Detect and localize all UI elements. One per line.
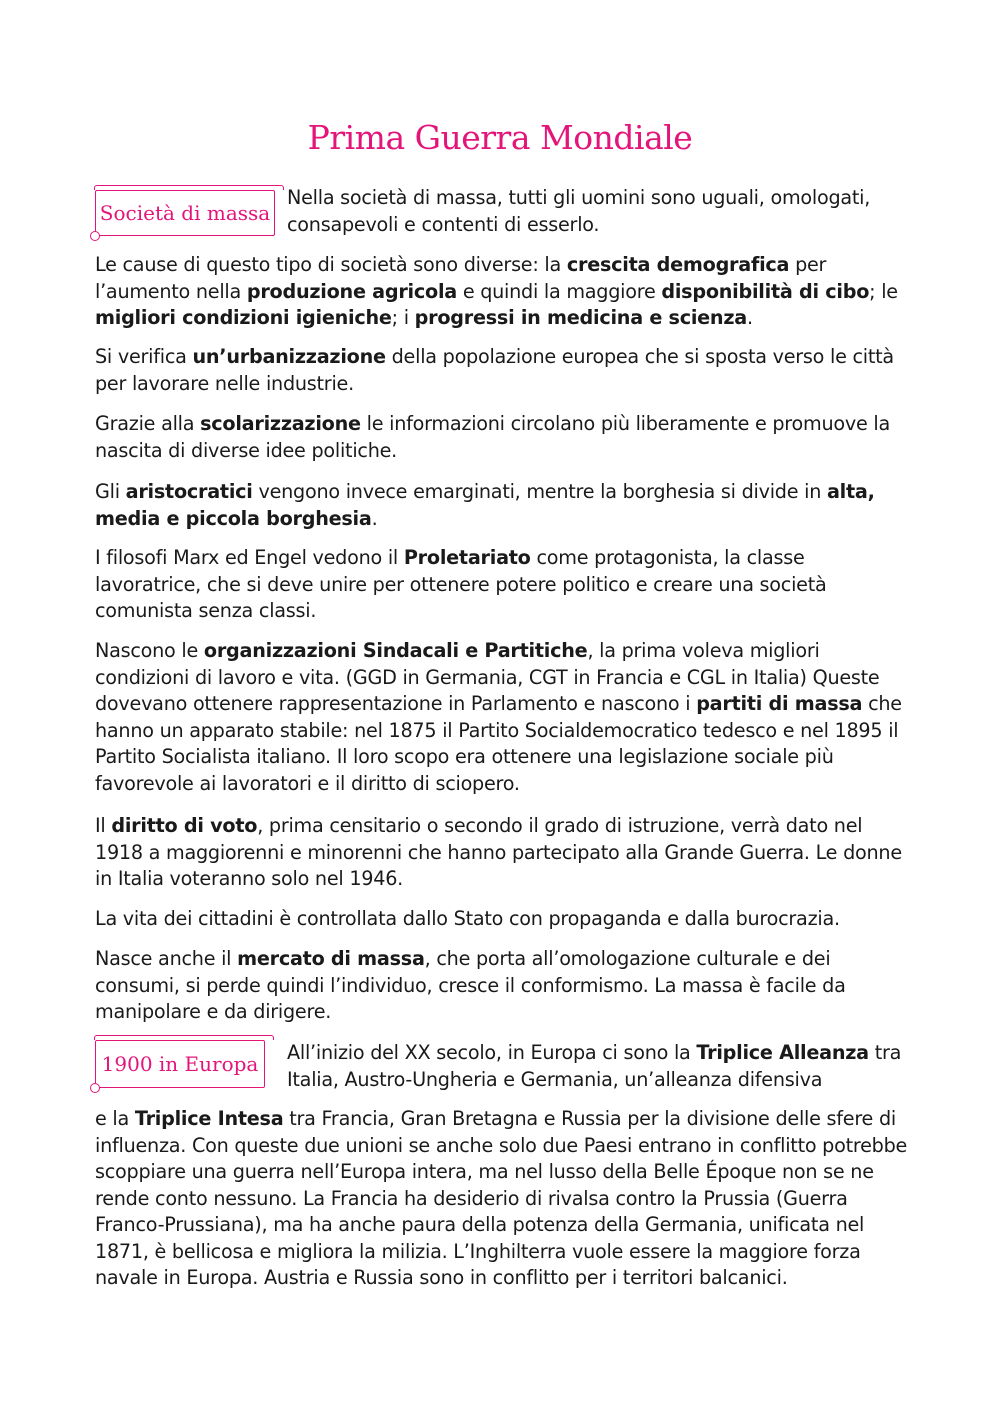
bold-term: aristocratici [125,480,253,503]
paragraph-1 [287,185,907,238]
bold-term: Triplice Alleanza [696,1041,869,1064]
paragraph-4 [95,411,910,464]
text-run: Nasce anche il [95,947,238,970]
text-run: La vita dei cittadini è controllata dallo Stato con propaganda e dalla burocrazia. [95,907,840,930]
text-run: della popolazione europea che si sposta verso le città per lavorare nelle industrie. [95,345,894,395]
text-run: per l’aumento nella [95,253,827,303]
text-run: ; le [869,279,898,303]
bold-term: diritto di voto [111,814,258,837]
text-run: . [371,506,378,530]
text-run: e la [95,1107,135,1130]
text-run: Il [95,814,112,837]
text-run: , prima censitario o secondo il grado di istruzione, verrà dato nel 1918 a maggiorenni e minorenni che hanno partecipato alla Grande Guerra. Le donne in Italia voteranno solo nel 1946. [95,814,902,890]
text-run: le informazioni circolano più liberamente e promuove la nascita di diverse idee politiche. [95,412,890,462]
bold-term: un’urbanizzazione [192,345,386,368]
text-run: , la prima voleva migliori condizioni di lavoro e vita. (GGD in Germania, CGT in Francia e CGL in Italia) Queste dovevano ottenere rappresentazione in Parlamento e nascono i [95,639,880,715]
bold-term: mercato di massa [237,947,425,970]
text-run: Grazie alla [95,412,201,435]
section-label-1900-in-europa: 1900 in Europa [95,1040,265,1088]
text-run: . [746,306,753,329]
text-run: Nella società di massa, tutti gli uomini sono uguali, omologati, consapevoli e contenti di esserlo. [287,186,871,236]
bold-term: disponibilità di cibo [661,279,870,303]
bold-term: produzione agricola [246,279,457,303]
bold-term: organizzazioni Sindacali e Partitiche [203,639,588,662]
bold-term: partiti di massa [696,692,863,715]
text-run: come protagonista, la classe lavoratrice, che si deve unire per ottenere potere politico e creare una società comunista senza classi. [95,546,827,622]
bold-term: Triplice Intesa [134,1107,284,1130]
text-run: All’inizio del XX secolo, in Europa ci sono la [287,1041,697,1064]
paragraph-3 [95,344,910,397]
text-run: Le cause di questo tipo di società sono diverse: la [95,253,567,276]
paragraph-5 [95,479,910,532]
bold-term: crescita demografica [566,253,790,276]
paragraph-6 [95,545,910,625]
text-run: Gli [95,480,126,503]
text-run: e quindi la maggiore [456,279,662,303]
paragraph-9 [95,906,910,933]
text-run: ; i [391,306,415,329]
paragraph-10 [95,946,910,1026]
text-run: Si verifica [95,345,193,368]
text-run: tra Italia, Austro-Ungheria e Germania, un’alleanza difensiva [287,1041,902,1091]
paragraph-7 [95,638,910,797]
text-run: vengono invece emarginati, mentre la borghesia si divide in [252,480,827,503]
bold-term: Proletariato [403,546,531,569]
paragraph-11 [287,1040,907,1093]
bold-term: scolarizzazione [200,412,361,435]
bold-term: migliori condizioni igieniche [95,306,392,329]
text-run: I filosofi Marx ed Engel vedono il [95,546,404,569]
bold-term: alta, media e piccola borghesia [95,480,875,530]
paragraph-8 [95,813,910,893]
section-label-societa-di-massa: Società di massa [95,190,275,236]
text-run: che hanno un apparato stabile: nel 1875 il Partito Socialdemocratico tedesco e nel 1895 il Partito Socialista italiano. Il loro scopo era ottenere una legislazione sociale più favorevole ai lavoratori e il diritto di sciopero. [95,692,902,795]
page-title: Prima Guerra Mondiale [307,118,693,157]
text-run: , che porta all’omologazione culturale e dei consumi, si perde quindi l’individuo, cresce il conformismo. La massa è facile da manipolare e da dirigere. [95,947,846,1023]
paragraph-2 [95,252,910,332]
paragraph-12 [95,1106,910,1292]
text-run: tra Francia, Gran Bretagna e Russia per la divisione delle sfere di influenza. Con queste due unioni se anche solo due Paesi entrano in conflitto potrebbe scoppiare una guerra nell’Europa intera, ma nel lusso della Belle Époque non se ne rende conto nessuno. La Francia ha desiderio di rivalsa contro la Prussia (Guerra Franco-Prussiana), ma ha anche paura della potenza della Germania, unificata nel 1871, è bellicosa e migliora la milizia. L’Inghilterra vuole essere la maggiore forza navale in Europa. Austria e Russia sono in conflitto per i territori balcanici. [95,1107,908,1289]
bold-term: progressi in medicina e scienza [414,306,747,329]
text-run: Nascono le [95,639,204,662]
